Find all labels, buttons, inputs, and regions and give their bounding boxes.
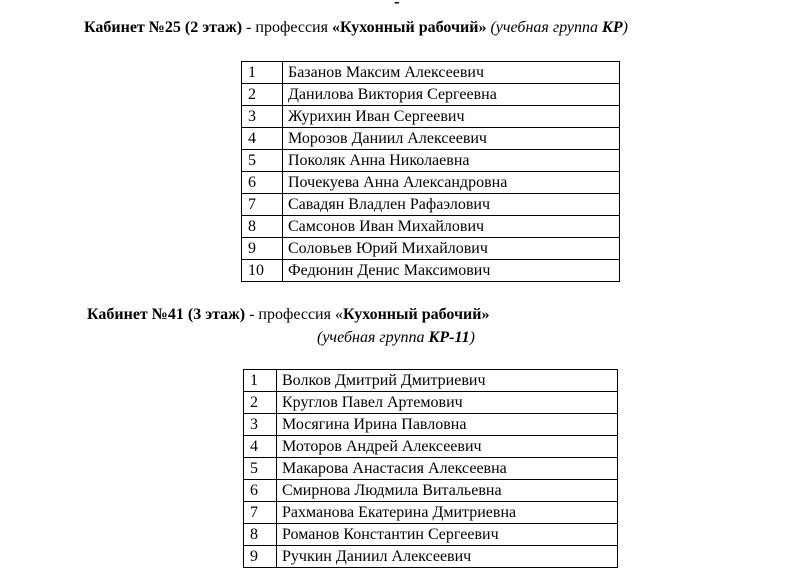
table-row [244,414,618,436]
row-number: 5 [242,150,283,172]
student-name: Мосягина Ирина Павловна [277,414,618,436]
table-row [244,458,618,480]
student-name: Соловьев Юрий Михайлович [283,238,620,260]
section2-group [317,328,475,348]
student-name: Поколяк Анна Николаевна [283,150,620,172]
student-name: Почекуева Анна Александровна [283,172,620,194]
row-number: 9 [244,546,277,568]
row-number: 6 [244,480,277,502]
section2-group-label: (учебная группа [317,329,429,346]
student-name: Самсонов Иван Михайлович [283,216,620,238]
student-name: Волков Дмитрий Дмитриевич [277,370,618,392]
section2-room: Кабинет №41 (3 этаж) [87,306,246,323]
student-name: Савадян Владлен Рафаэлович [283,194,620,216]
table-row [244,392,618,414]
row-number: 7 [244,502,277,524]
student-name: Макарова Анастасия Алексеевна [277,458,618,480]
row-number: 4 [242,128,283,150]
student-name: Федюнин Денис Максимович [283,260,620,282]
table-row [242,216,620,238]
row-number: 3 [244,414,277,436]
student-name: Смирнова Людмила Витальевна [277,480,618,502]
student-name: Рахманова Екатерина Дмитриевна [277,502,618,524]
section1-group-label: (учебная группа [486,19,602,36]
table-row [244,546,618,568]
row-number: 9 [242,238,283,260]
section2-group-code: КР-11 [428,329,470,346]
section1-room: Кабинет №25 (2 этаж) [84,19,243,36]
row-number: 2 [242,84,283,106]
row-number: 5 [244,458,277,480]
student-name: Журихин Иван Сергеевич [283,106,620,128]
table-row [242,150,620,172]
table-row [242,172,620,194]
student-name: Морозов Даниил Алексеевич [283,128,620,150]
row-number: 7 [242,194,283,216]
row-number: 3 [242,106,283,128]
section2-group-close: ) [469,329,475,346]
row-number: 6 [242,172,283,194]
table-row [244,480,618,502]
table-row [242,194,620,216]
student-name: Моторов Андрей Алексеевич [277,436,618,458]
row-number: 8 [242,216,283,238]
row-number: 4 [244,436,277,458]
table-row [242,260,620,282]
top-mark: - [394,0,400,11]
row-number: 8 [244,524,277,546]
section1-dash: - профессия [242,19,332,36]
section1-profession: «Кухонный рабочий» [331,19,487,36]
section2-heading [87,305,489,325]
student-name: Данилова Виктория Сергеевна [283,84,620,106]
table-row [242,106,620,128]
table-row [242,62,620,84]
section1-heading [84,18,628,38]
section1-group-close: ) [622,19,628,36]
row-number: 2 [244,392,277,414]
section1-table [241,61,620,282]
section2-table [243,369,618,568]
row-number: 1 [244,370,277,392]
table-row [242,128,620,150]
student-name: Ручкин Даниил Алексеевич [277,546,618,568]
table-row [244,502,618,524]
section2-dash: - профессия [245,306,335,323]
table-row [244,370,618,392]
table-row [244,524,618,546]
student-name: Круглов Павел Артемович [277,392,618,414]
table-row [242,238,620,260]
table-row [244,436,618,458]
section1-group-code: КР [601,19,623,36]
table-row [242,84,620,106]
student-name: Романов Константин Сергеевич [277,524,618,546]
section2-profession-open: « [334,306,343,323]
section2-profession: Кухонный рабочий» [342,306,490,323]
student-name: Базанов Максим Алексеевич [283,62,620,84]
row-number: 10 [242,260,283,282]
row-number: 1 [242,62,283,84]
